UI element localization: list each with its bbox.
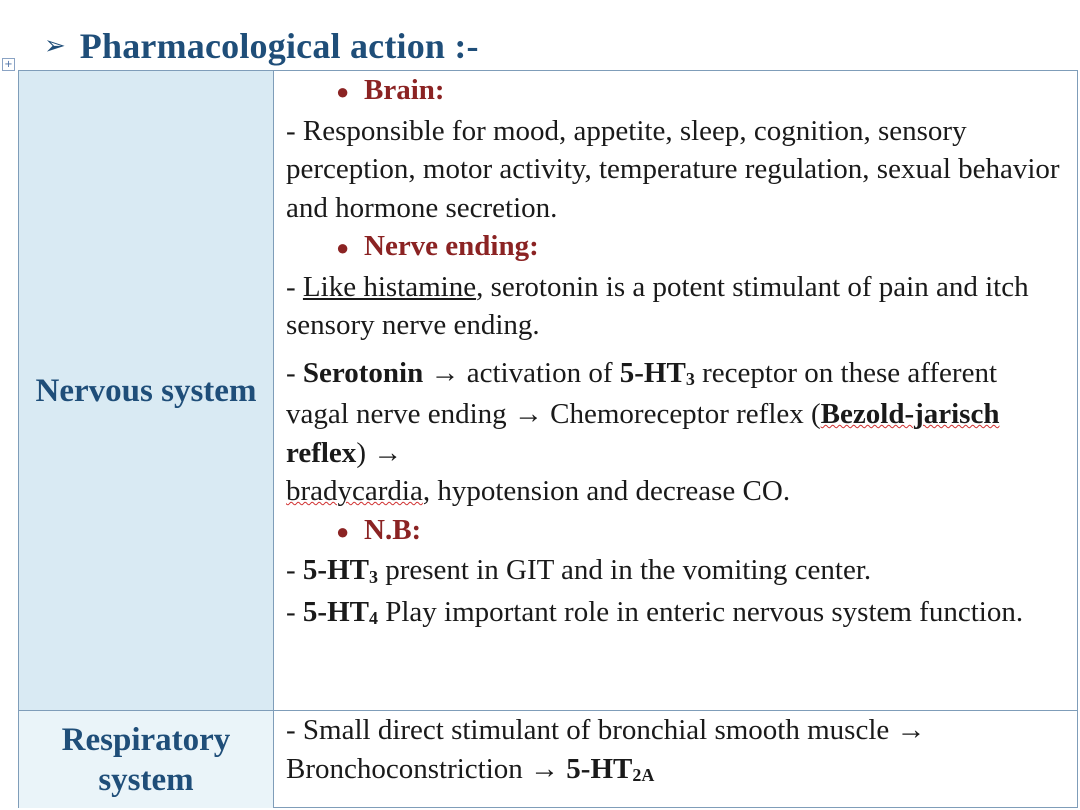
section-title: Pharmacological action :- — [79, 26, 479, 66]
row-content-nervous-system — [274, 71, 1077, 710]
nerve-ending-description: - Like histamine, serotonin is a potent stimulant of pain and itch sensory nerve ending. — [286, 270, 1029, 342]
table-row-nervous-system — [19, 71, 1077, 711]
bullet-dot-icon: ● — [336, 518, 350, 544]
row-label-respiratory-system: Respiratory system — [19, 711, 274, 808]
bullet-nerve-ending: ● Nerve ending: — [286, 227, 1065, 268]
bullet-nb: ● N.B: — [286, 511, 1065, 552]
respiratory-description: - Small direct stimulant of bronchial smooth muscle → Bronchoconstriction → $5-HT_{2A}$ — [286, 714, 926, 785]
bullet-dot-icon: ● — [336, 79, 350, 105]
bullet-brain: ● Brain: — [286, 71, 1065, 112]
serotonin-reflex-description: - Serotonin → activation of $5-HT_3$ receptor on these afferent vagal nerve ending → Chemoreceptor reflex (Bezold-jarisch reflex) → bradycardia, hypotension and decrease CO. — [286, 356, 1000, 508]
row-content-respiratory-system — [274, 711, 1077, 808]
section-heading — [44, 22, 479, 70]
pharmacology-table — [18, 70, 1078, 808]
brain-description: - Responsible for mood, appetite, sleep, cognition, sensory perception, motor activity, temperature regulation, sexual behavior and hormone secretion. — [286, 114, 1060, 224]
bullet-dot-icon: ● — [336, 235, 350, 261]
nb-line-1: - $5-HT_3$ present in GIT and in the vomiting center. — [286, 554, 872, 587]
arrow-bullet-icon: ➢ — [44, 31, 66, 61]
table-row-respiratory-system — [19, 711, 1077, 808]
nb-line-2: - $5-HT_4$ Play important role in enteric nervous system function. — [286, 595, 1024, 629]
table-move-handle-icon[interactable]: + — [2, 58, 15, 71]
row-label-nervous-system: Nervous system — [19, 71, 274, 710]
